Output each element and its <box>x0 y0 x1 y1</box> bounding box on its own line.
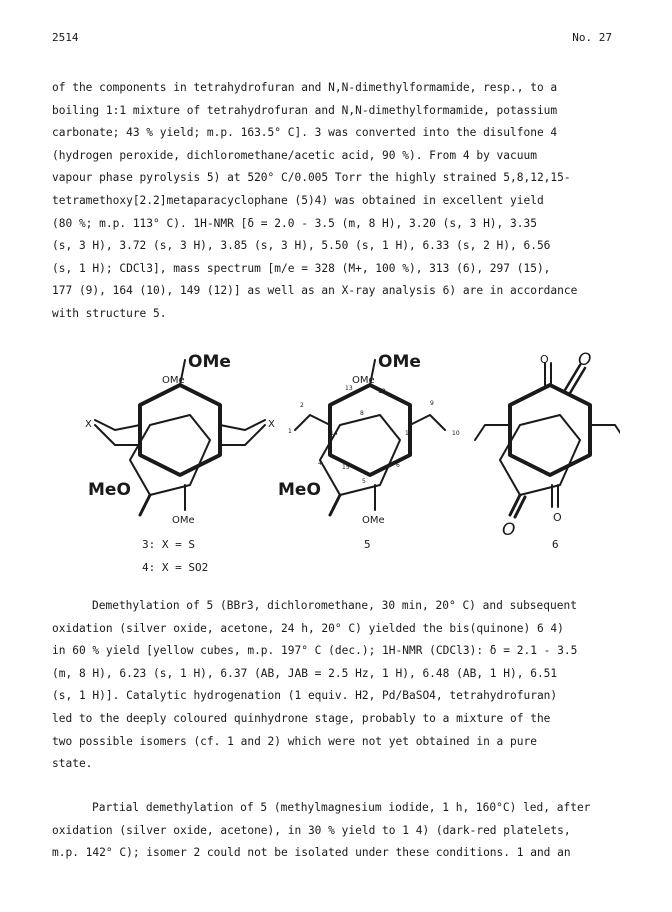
atom-number: 1 <box>288 428 292 435</box>
text-line: state. <box>52 757 93 771</box>
atom-number: 10 <box>452 430 460 437</box>
atom-number: 11 <box>405 430 413 437</box>
paragraph-1 <box>52 77 624 326</box>
text-line: (s, 1 H); CDCl3], mass spectrum [m/e = 328 (M+, 100 %), 313 (6), 297 (15), <box>52 261 551 275</box>
text-line: Partial demethylation of 5 (methylmagnesium iodide, 1 h, 160°C) led, after <box>92 801 591 814</box>
compound-label-6: 6 <box>552 538 559 551</box>
ome-label: OMe <box>188 352 231 372</box>
atom-number: 2 <box>300 402 304 409</box>
compound-label-5: 5 <box>364 538 371 551</box>
paragraph-3 <box>52 797 624 865</box>
meo-label: MeO <box>278 480 321 500</box>
ome-label: OMe <box>378 352 421 372</box>
ome-label: OMe <box>162 375 185 386</box>
text-line: carbonate; 43 % yield; m.p. 163.5° C]. 3 was converted into the disulfone 4 <box>52 126 558 140</box>
page-number: 2514 <box>52 31 79 44</box>
compound-label-3: 3: X = S <box>142 538 195 551</box>
text-line: (m, 8 H), 6.23 (s, 1 H), 6.37 (AB, JAB = 2.5 Hz, 1 H), 6.48 (AB, 1 H), 6.51 <box>52 666 558 680</box>
oxygen-label: O <box>578 350 592 370</box>
text-line: boiling 1:1 mixture of tetrahydrofuran and N,N-dimethylformamide, potassium <box>52 103 558 117</box>
atom-number: 8 <box>360 410 364 417</box>
text-line: two possible isomers (cf. 1 and 2) which were not yet obtained in a pure <box>52 734 537 748</box>
atom-number: 6 <box>396 462 400 469</box>
structure-6 <box>475 363 620 517</box>
ome-label: OMe <box>352 375 375 386</box>
text-line: in 60 % yield [yellow cubes, m.p. 197° C (dec.); 1H-NMR (CDCl3): δ = 2.1 - 3.5 <box>52 644 578 658</box>
text-line: (hydrogen peroxide, dichloromethane/acetic acid, 90 %). From 4 by vacuum <box>52 148 537 162</box>
text-line: (80 %; m.p. 113° C). 1H-NMR [δ = 2.0 - 3.5 (m, 8 H), 3.20 (s, 3 H), 3.35 <box>52 216 537 230</box>
text-line: 177 (9), 164 (10), 149 (12)] as well as an X-ray analysis 6) are in accordance <box>52 284 578 298</box>
atom-number: 9 <box>430 400 434 407</box>
atom-number: 5 <box>362 478 366 485</box>
text-line: oxidation (silver oxide, acetone, 24 h, 20° C) yielded the bis(quinone) 6 4) <box>52 621 564 635</box>
atom-number: 12 <box>378 388 386 395</box>
text-line: Demethylation of 5 (BBr3, dichloromethane, 30 min, 20° C) and subsequent <box>92 599 577 612</box>
text-line: tetramethoxy[2.2]metaparacyclophane (5)4) was obtained in excellent yield <box>52 193 544 207</box>
meo-label: MeO <box>88 480 131 500</box>
paragraph-2 <box>52 595 624 776</box>
journal-issue: No. 27 <box>572 31 612 44</box>
text-line: m.p. 142° C); isomer 2 could not be isolated under these conditions. 1 and an <box>52 846 571 860</box>
atom-number: 14 <box>330 430 338 437</box>
compound-label-4: 4: X = SO2 <box>142 561 209 574</box>
ome-label: OMe <box>172 515 195 526</box>
atom-number: 15 <box>342 464 350 471</box>
oxygen-label: O <box>540 353 549 366</box>
text-line: of the components in tetrahydrofuran and N,N-dimethylformamide, resp., to a <box>52 81 558 94</box>
text-line: (s, 3 H), 3.72 (s, 3 H), 3.85 (s, 3 H), 5.50 (s, 1 H), 6.33 (s, 2 H), 6.56 <box>52 239 551 253</box>
structure-figure <box>60 345 620 585</box>
atom-number: 4 <box>318 460 322 467</box>
ome-label: OMe <box>362 515 385 526</box>
text-line: with structure 5. <box>52 306 167 320</box>
text-line: oxidation (silver oxide, acetone), in 30 % yield to 1 4) (dark-red platelets, <box>52 823 571 837</box>
oxygen-label: O <box>502 520 516 540</box>
text-line: (s, 1 H)]. Catalytic hydrogenation (1 equiv. H2, Pd/BaSO4, tetrahydrofuran) <box>52 689 558 703</box>
x-label: X <box>268 419 275 430</box>
atom-number: 13 <box>345 385 353 392</box>
text-line: vapour phase pyrolysis 5) at 520° C/0.005 Torr the highly strained 5,8,12,15- <box>52 171 571 185</box>
oxygen-label: O <box>553 511 562 524</box>
x-label: X <box>85 419 92 430</box>
text-line: led to the deeply coloured quinhydrone stage, probably to a mixture of the <box>52 711 551 725</box>
